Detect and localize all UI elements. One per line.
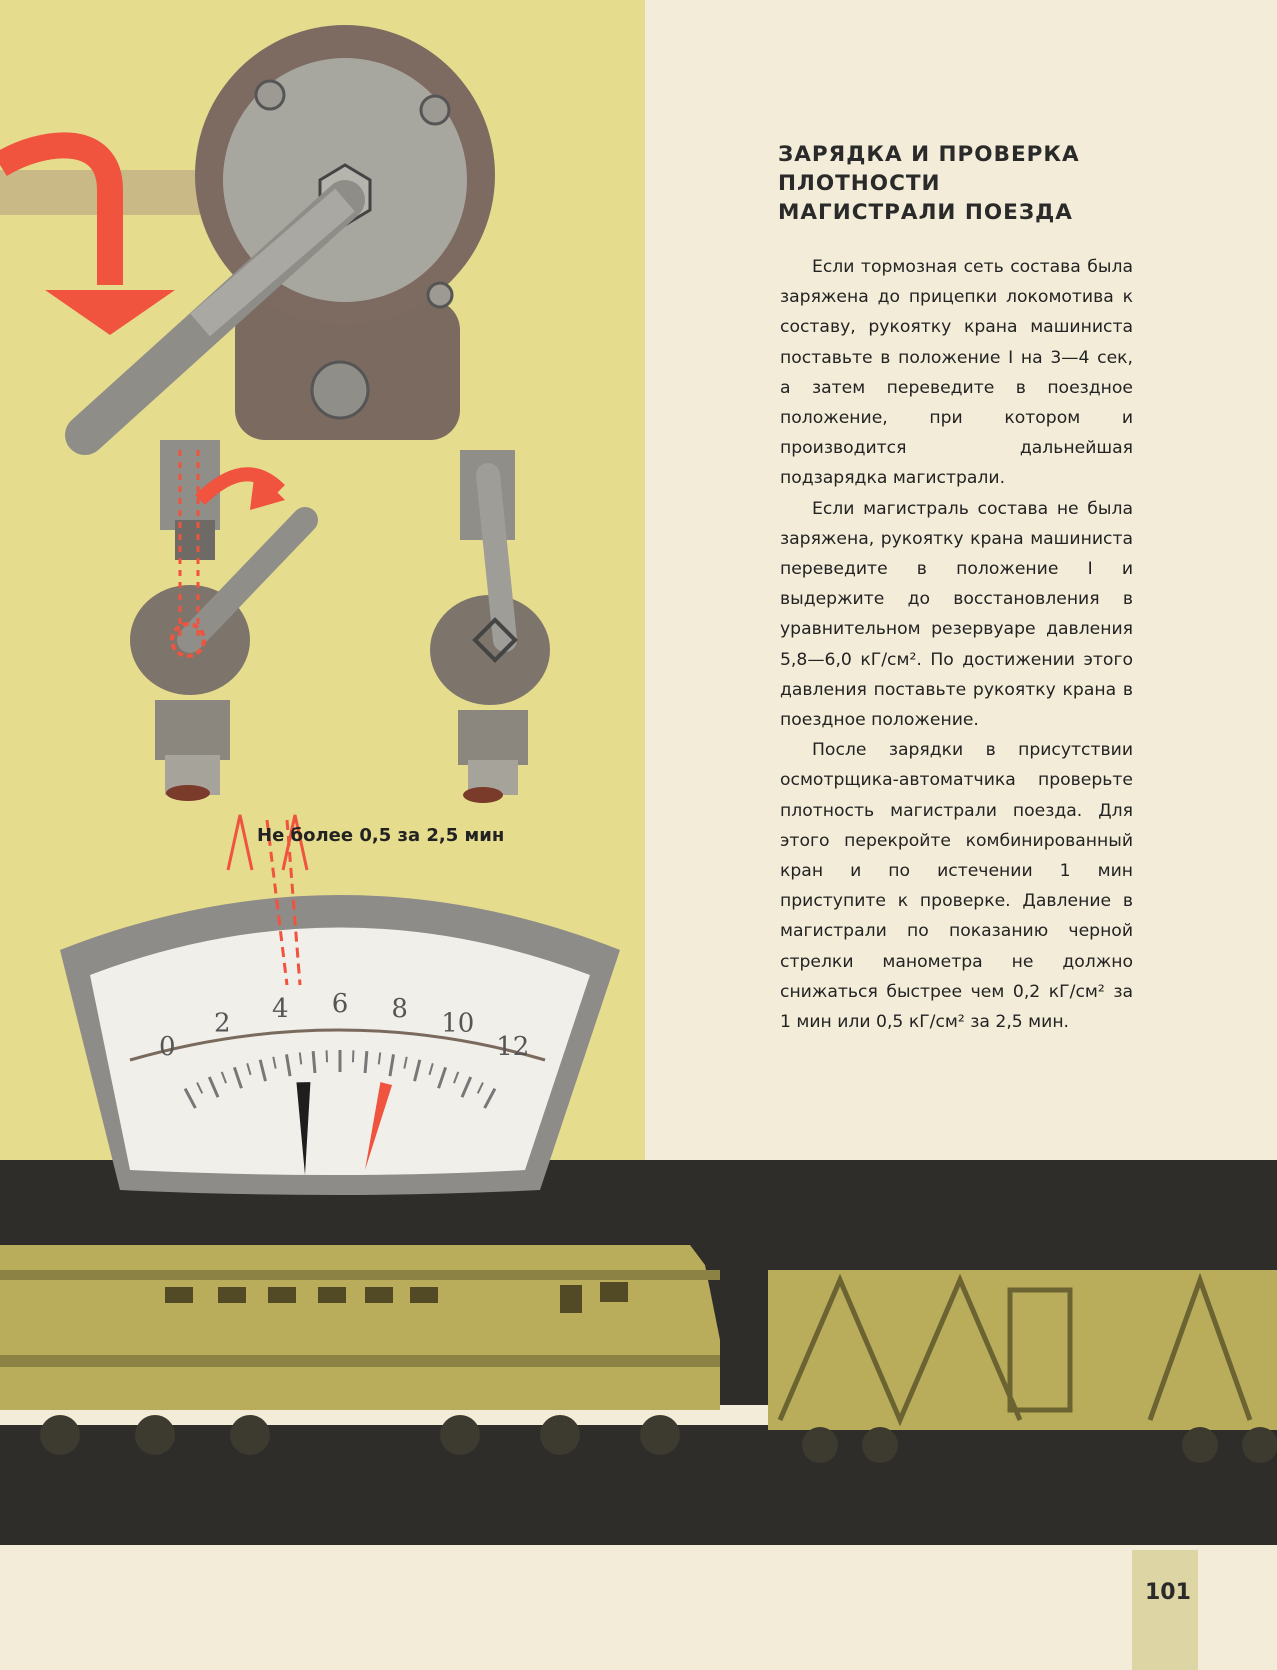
pressure-drop-label: Не более 0,5 за 2,5 мин	[257, 825, 505, 846]
gauge-tick-label: 8	[391, 993, 408, 1024]
gauge-tick-label: 6	[331, 989, 349, 1019]
gauge-tick	[365, 1051, 367, 1073]
gauge-tick-label: 12	[496, 1032, 530, 1063]
heading-line-1: ЗАРЯДКА И ПРОВЕРКА	[778, 142, 1080, 167]
paragraph-3: После зарядки в присутствии осмотрщика-автоматчика проверьте плотность магистрали поезда. Для этого перекройте комбинированный кран и по истечении 1 мин приступите к проверке. Давление в магистрали по показанию черной стрелки манометра не должно снижаться быстрее чем 0,2 кГ/см² за 1 мин или 0,5 кГ/см² за 2,5 мин.	[780, 740, 1133, 1033]
combined-valve-left	[130, 440, 305, 801]
section-heading	[778, 140, 1198, 227]
gauge-tick-label: 10	[441, 1008, 475, 1039]
paragraph-1: Если тормозная сеть состава была заряжена до прицепки локомотива к составу, рукоятку крана машиниста поставьте в положение I на 3—4 сек, а затем переведите в поездное положение, при котором и производится дальнейшая подзарядка магистрали.	[780, 257, 1133, 489]
gauge-tick-label: 2	[213, 1008, 231, 1039]
gauge-tick-label: 4	[272, 993, 289, 1024]
heading-line-3: МАГИСТРАЛИ ПОЕЗДА	[778, 200, 1073, 225]
driver-brake-valve	[85, 25, 495, 440]
body-text	[780, 252, 1133, 1037]
gauge-tick	[313, 1051, 315, 1073]
combined-valve-right	[430, 450, 550, 803]
paragraph-2: Если магистраль состава не была заряжена, рукоятку крана машиниста переведите в положение I и выдержите до восстановления в уравнительном резервуаре давления 5,8—6,0 кГ/см². По достижении этого давления поставьте рукоятку крана в поездное положение.	[780, 498, 1133, 731]
page-number: 101	[1145, 1580, 1191, 1605]
gauge-tick-label: 0	[158, 1032, 176, 1063]
pressure-gauge	[60, 895, 620, 1195]
heading-line-2: ПЛОТНОСТИ	[778, 171, 941, 196]
page-number-tab	[1132, 1550, 1198, 1670]
